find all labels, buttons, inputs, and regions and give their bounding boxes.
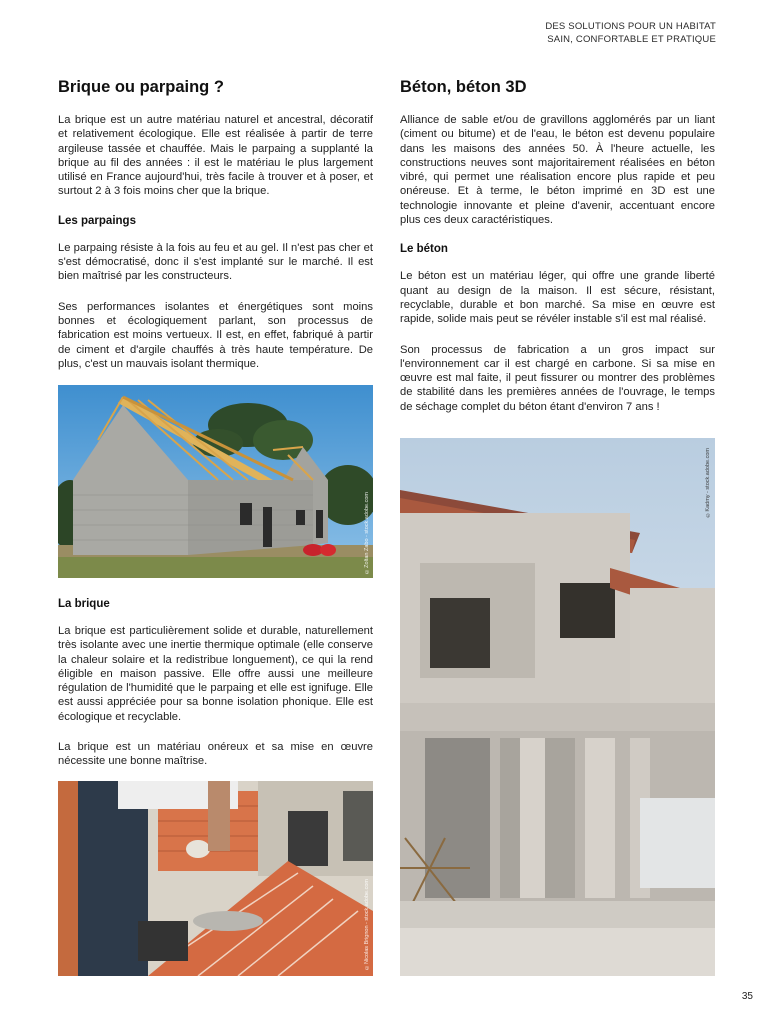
parpaing-house-illustration [58, 385, 373, 578]
beton-intro-paragraph: Alliance de sable et/ou de gravillons agglomérés par un liant (ciment ou bitume) et de l'eau, le béton est devenu populaire dans les maisons des années 50. À l'heure actuelle, les constructions neuves sont majoritairement réalisées en béton vibré, qui permet une réalisation encore plus rapide et peu onéreuse. Et à terme, le béton imprimé en 3D est une technologie innovante et pleine d'avenir, accentuant encore plus ces deux caractéristiques. [400, 114, 715, 227]
photo1-credit: ©Zoltan Zabo - stock.adobe.com [364, 492, 370, 574]
concrete-house-illustration [400, 438, 715, 976]
page-number: 35 [741, 991, 753, 1002]
brique-paragraph-2: La brique est un matériau onéreux et sa mise en œuvre nécessite une bonne maîtrise. [58, 741, 373, 768]
subheading-brique: La brique [58, 598, 110, 610]
beton-paragraph-2: Son processus de fabrication a un gros impact sur l'environnement car il est chargé en carbone. Si sa mise en œuvre est mal faite, il peut fissurer ou montrer des problèmes de stabilité dans les premières années de l'ouvrage, le temps de séchage complet du béton étant d'environ 7 ans ! [400, 343, 715, 413]
subheading-beton: Le béton [400, 243, 448, 256]
photo-parpaing-house [58, 385, 373, 578]
photo2-credit: ©Nicolas Brignon - stock.adobe.com [364, 879, 370, 970]
section-title-brique-parpaing: Brique ou parpaing ? [58, 78, 224, 96]
left-column-lower [58, 598, 373, 785]
subheading-parpaings: Les parpaings [58, 214, 136, 227]
running-header [545, 20, 716, 46]
bricklayer-illustration [58, 781, 373, 976]
parpaings-paragraph-2: Ses performances isolantes et énergétiques sont moins bonnes et écologiquement parlant, son processus de fabrication est moins vertueux. Il est, en effet, fabriqué à partir de ciment et d'argile chauffés à très haute température. De plus, c'est un mauvais isolant thermique. [58, 300, 373, 370]
header-line-1: DES SOLUTIONS POUR UN HABITAT [545, 21, 716, 32]
intro-paragraph: La brique est un autre matériau naturel et ancestral, décoratif et relativement écologique. Elle est réalisée à partir de terre argileuse tassée et chauffée. Mais le parpaing a supplanté la brique au fil des années : il est le matériau le plus largement utilisé en France aujourd'hui, très facile à trouver et à poser, et surtout 2 à 3 fois moins cher que la brique. [58, 114, 373, 198]
parpaings-paragraph-1: Le parpaing résiste à la fois au feu et au gel. Il n'est pas cher et s'est démocratisé, donc il s'est implanté sur le marché. Il est bien maîtrisé par les constructeurs. [58, 241, 373, 283]
brique-paragraph-1: La brique est particulièrement solide et durable, naturellement très isolante avec une inertie thermique optimale (elle conserve la chaleur solaire et la redistribue longuement), ce qui la rend éligible en maison passive. Elle offre aussi une meilleure régulation de l'humidité que le parpaing et elle est ignifuge. Elle est aussi appréciée pour sa bonne isolation phonique. Elle est écologique et recyclable. [58, 625, 373, 723]
left-column [58, 78, 373, 387]
photo-concrete-house [400, 438, 715, 976]
photo-bricklayer [58, 781, 373, 976]
header-line-2: SAIN, CONFORTABLE ET PRATIQUE [547, 34, 716, 45]
beton-paragraph-1: Le béton est un matériau léger, qui offre une grande liberté quant au design de la maison. Il est sécure, résistant, recyclable, durable et bon marché. Sa mise en œuvre est rapide, solide mais peut se révéler instable s'il est mal réalisé. [400, 270, 715, 326]
right-column [400, 78, 715, 430]
section-title-beton: Béton, béton 3D [400, 78, 527, 96]
photo3-credit: ©Kadmy - stock.adobe.com [705, 448, 711, 518]
